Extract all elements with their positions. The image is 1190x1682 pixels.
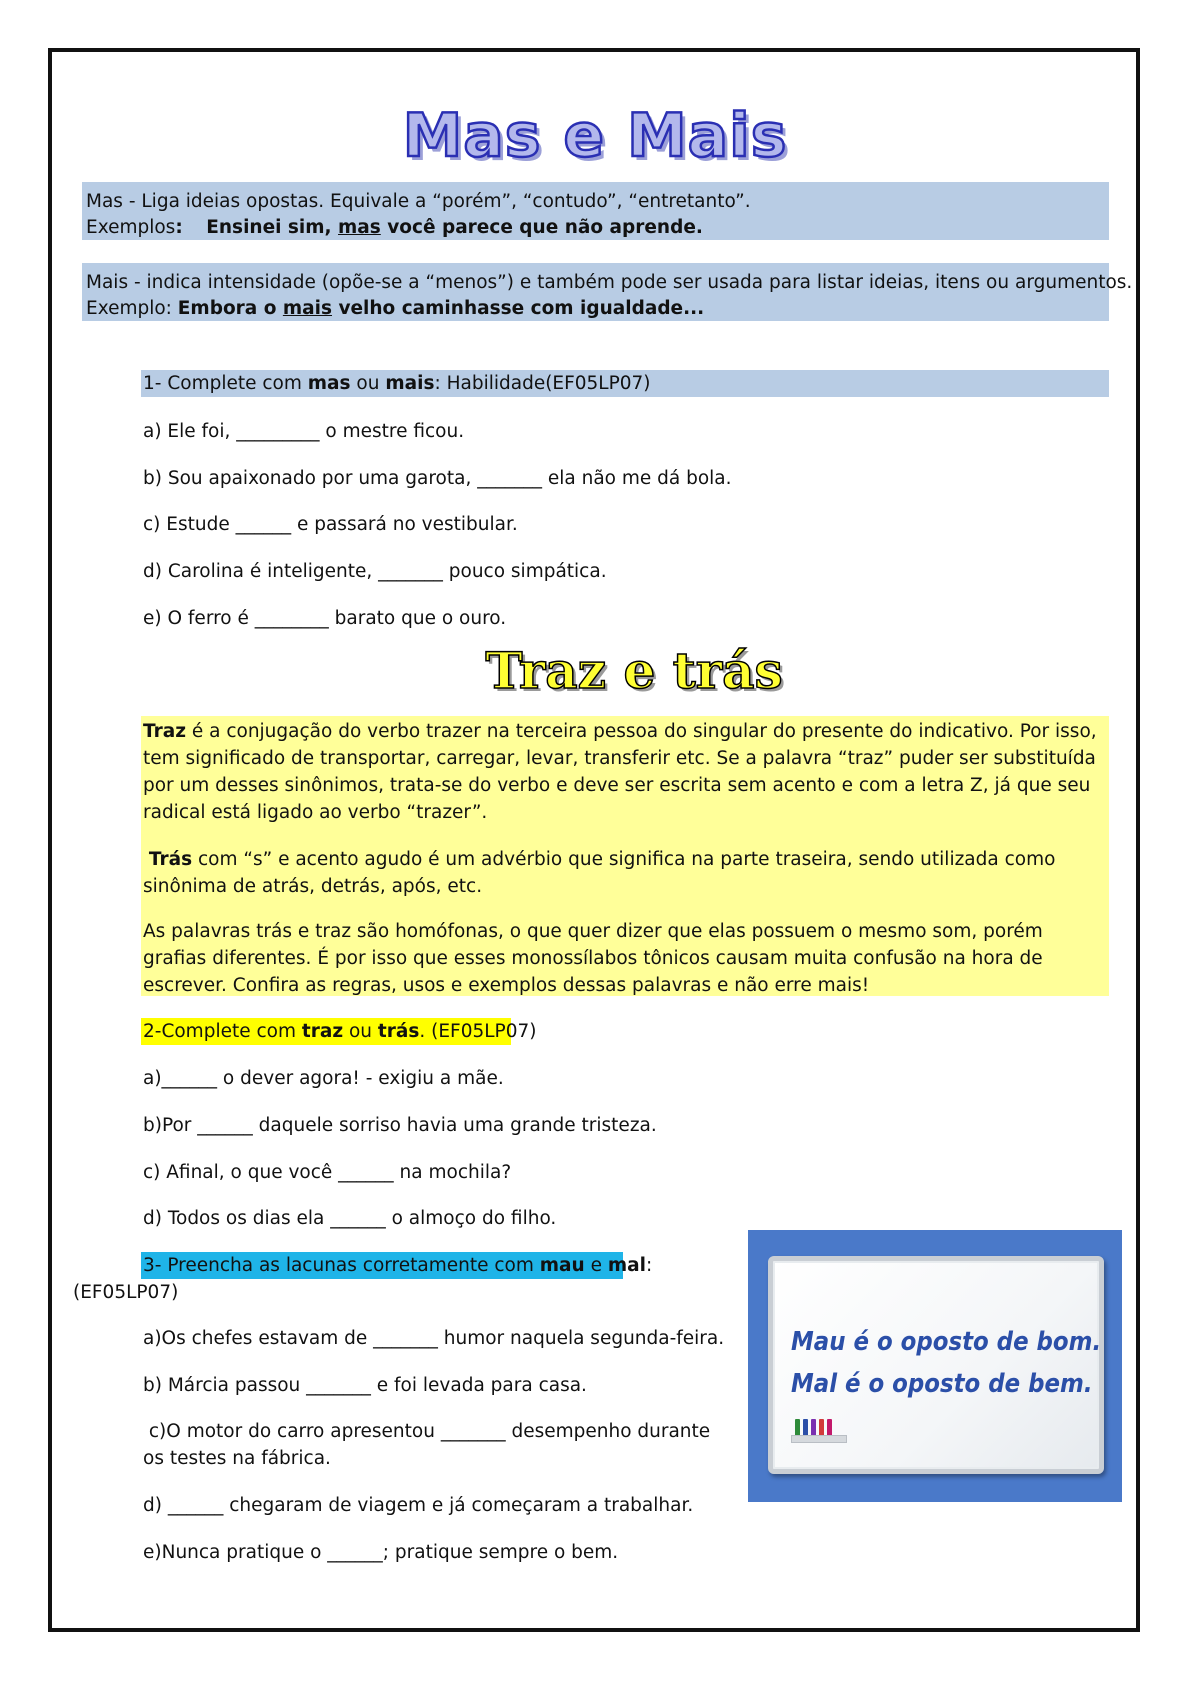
title-traz-e-tras: Traz e trás bbox=[485, 641, 783, 700]
q3-item-e: e)Nunca pratique o ______; pratique sempre o bem. bbox=[143, 1542, 619, 1563]
mas-example-part2: você parece que não aprende. bbox=[380, 217, 703, 238]
q1-item-c: c) Estude ______ e passará no vestibular. bbox=[143, 514, 518, 535]
traz-paragraph bbox=[143, 718, 1105, 826]
tras-paragraph bbox=[143, 846, 1105, 900]
q3-item-c: c)O motor do carro apresentou _______ desempenho durante bbox=[143, 1421, 711, 1442]
q1-item-e: e) O ferro é ________ barato que o ouro. bbox=[143, 608, 507, 629]
q3-word-mau: mau bbox=[539, 1255, 585, 1276]
q1-item-d: d) Carolina é inteligente, _______ pouco simpática. bbox=[143, 561, 607, 582]
tras-keyword: Trás bbox=[148, 849, 193, 870]
mas-example-colon: : bbox=[175, 217, 183, 238]
q3-skill-code: (EF05LP07) bbox=[73, 1282, 179, 1303]
traz-keyword: Traz bbox=[143, 721, 186, 742]
mais-example-part1: Embora o bbox=[177, 298, 283, 319]
q3-heading-text: 3- Preencha as lacunas corretamente com bbox=[143, 1255, 540, 1276]
q1-heading-skill: : Habilidade(EF05LP07) bbox=[434, 373, 651, 394]
mas-example-label: Exemplos bbox=[86, 217, 176, 238]
q2-heading-skill: . (EF05LP07) bbox=[419, 1021, 537, 1042]
mais-example bbox=[86, 295, 704, 322]
q3-item-a: a)Os chefes estavam de _______ humor naquela segunda-feira. bbox=[143, 1328, 725, 1349]
mais-example-sentence bbox=[178, 298, 704, 319]
mais-example-part2: velho caminhasse com igualdade... bbox=[332, 298, 705, 319]
title-mas-e-mais: Mas e Mais bbox=[402, 101, 788, 171]
q3-word-mal: mal bbox=[607, 1255, 646, 1276]
q2-heading-text: 2-Complete com bbox=[143, 1021, 302, 1042]
homophones-paragraph: As palavras trás e traz são homófonas, o que quer dizer que elas possuem o mesmo som, porém grafias diferentes. É por isso que esses monossílabos tônicos causam muita confusão na hora de escrever. Confira as regras, usos e exemplos dessas palavras e não erre mais! bbox=[143, 921, 1043, 996]
q2-word-traz: traz bbox=[301, 1021, 344, 1042]
q3-heading-and: e bbox=[584, 1255, 608, 1276]
q2-item-d: d) Todos os dias ela ______ o almoço do filho. bbox=[143, 1208, 557, 1229]
mais-example-label: Exemplo: bbox=[86, 298, 178, 319]
q3-heading-colon: : bbox=[645, 1255, 653, 1276]
whiteboard-line-mau: Mau é o oposto de bom. bbox=[791, 1327, 1102, 1357]
q1-item-a: a) Ele foi, _________ o mestre ficou. bbox=[143, 421, 465, 442]
mais-definition: Mais - indica intensidade (opõe-se a “menos”) e também pode ser usada para listar ideias, itens ou argumentos. bbox=[86, 272, 1133, 293]
q3-heading bbox=[143, 1252, 652, 1279]
q3-item-b: b) Márcia passou _______ e foi levada para casa. bbox=[143, 1375, 587, 1396]
mas-example bbox=[86, 214, 703, 241]
q1-heading-or: ou bbox=[350, 373, 386, 394]
q3-item-d: d) ______ chegaram de viagem e já começaram a trabalhar. bbox=[143, 1495, 694, 1516]
q2-item-c: c) Afinal, o que você ______ na mochila? bbox=[143, 1162, 512, 1183]
q2-heading-or: ou bbox=[343, 1021, 378, 1042]
q2-word-tras: trás bbox=[377, 1021, 420, 1042]
q3-item-c-continued: os testes na fábrica. bbox=[143, 1448, 331, 1469]
q1-word-mais: mais bbox=[385, 373, 435, 394]
q2-heading bbox=[143, 1018, 536, 1045]
mas-example-part1: Ensinei sim, bbox=[206, 217, 339, 238]
traz-explanation: é a conjugação do verbo trazer na terceira pessoa do singular do presente do indicativo. Por isso, tem significado de transportar, carregar, levar, transferir etc. Se a palavra “traz” puder ser substituída por um desses sinônimos, trata-se do verbo e deve ser escrita sem acento e com a letra Z, já que seu radical está ligado ao verbo “trazer”. bbox=[143, 721, 1097, 823]
q1-word-mas: mas bbox=[307, 373, 351, 394]
marker-tray-base bbox=[791, 1435, 847, 1443]
mas-example-keyword: mas bbox=[338, 217, 381, 238]
q2-item-b: b)Por ______ daquele sorriso havia uma grande tristeza. bbox=[143, 1115, 657, 1136]
marker-tray-icon bbox=[791, 1419, 845, 1441]
q1-heading-text: 1- Complete com bbox=[143, 373, 308, 394]
mais-example-keyword: mais bbox=[282, 298, 332, 319]
whiteboard bbox=[768, 1256, 1104, 1474]
whiteboard-illustration bbox=[748, 1230, 1122, 1502]
q1-heading bbox=[143, 370, 651, 397]
mas-example-sentence bbox=[206, 217, 703, 238]
q1-item-b: b) Sou apaixonado por uma garota, _______ ela não me dá bola. bbox=[143, 468, 732, 489]
tras-explanation: com “s” e acento agudo é um advérbio que significa na parte traseira, sendo utilizada como sinônima de atrás, detrás, após, etc. bbox=[143, 849, 1056, 897]
q2-item-a: a)______ o dever agora! - exigiu a mãe. bbox=[143, 1068, 504, 1089]
whiteboard-line-mal: Mal é o oposto de bem. bbox=[791, 1369, 1093, 1399]
mas-definition: Mas - Liga ideias opostas. Equivale a “porém”, “contudo”, “entretanto”. bbox=[86, 191, 751, 212]
